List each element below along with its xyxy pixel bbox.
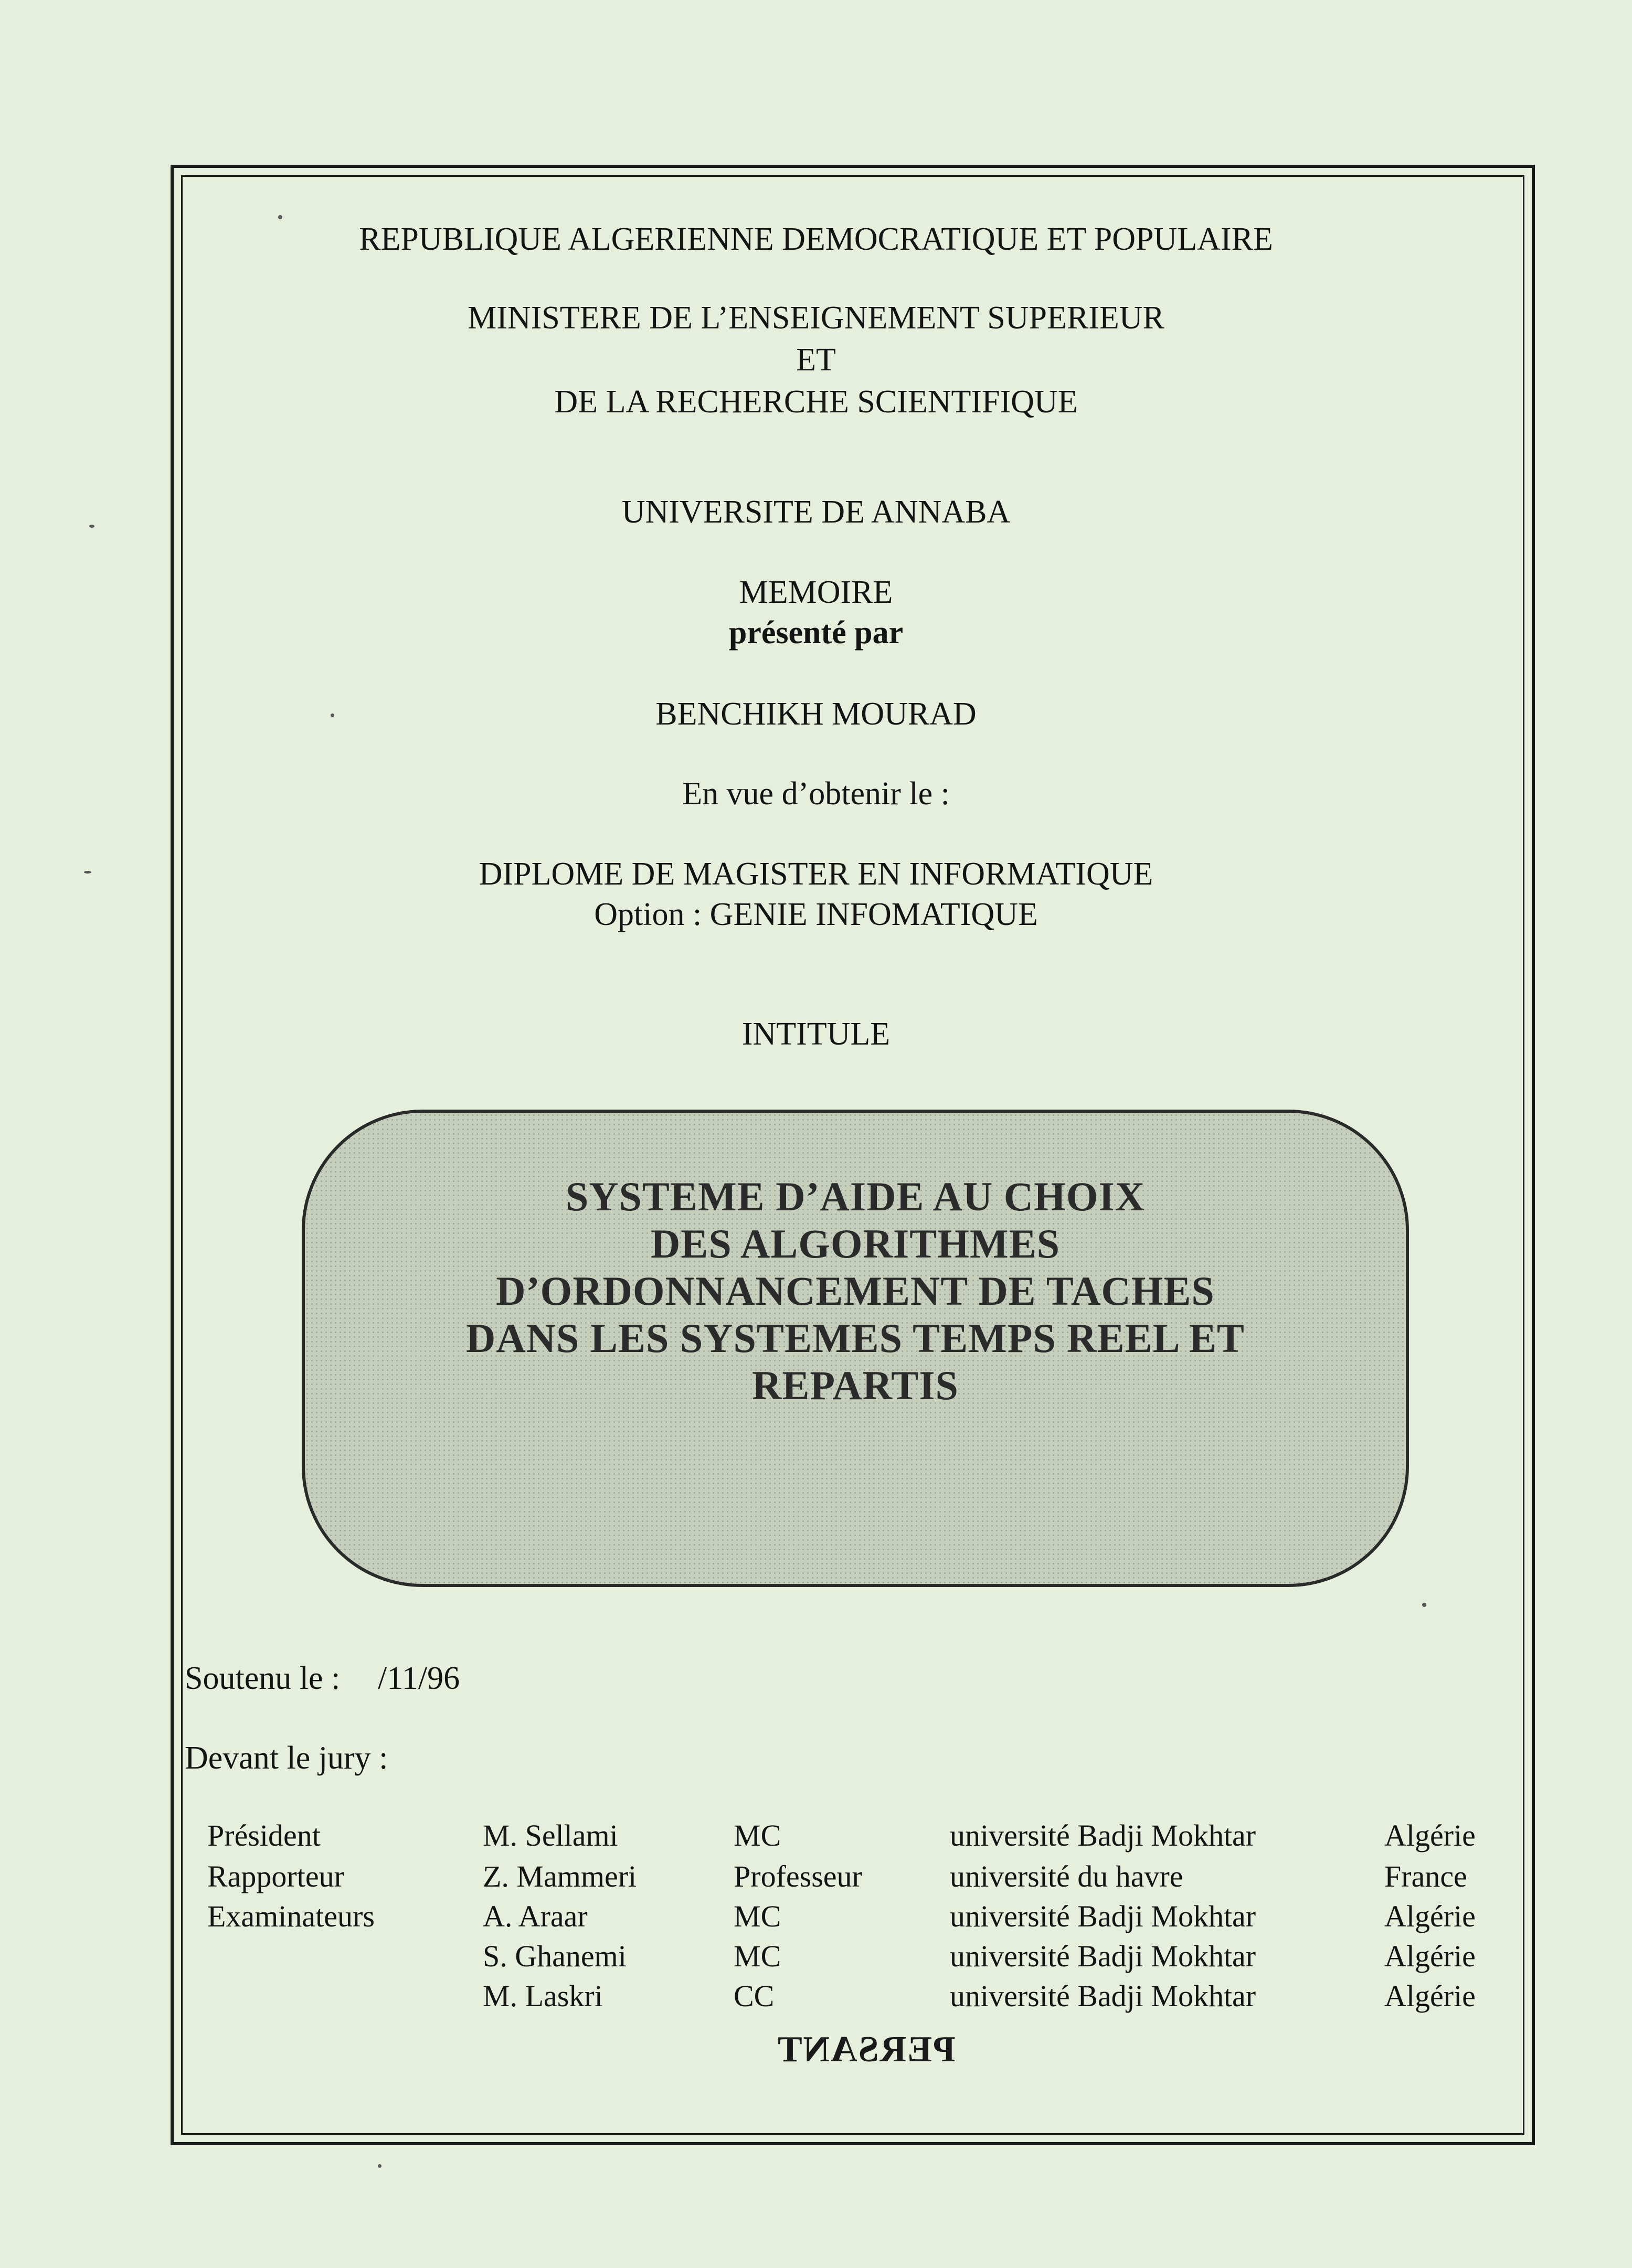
- jury-grade: Professeur: [734, 1859, 862, 1893]
- intitule-label: INTITULE: [741, 1016, 891, 1052]
- jury-grade: CC: [734, 1979, 775, 2013]
- defense-date-label: Soutenu le :: [185, 1660, 341, 1696]
- diploma-option: Option : GENIE INFOMATIQUE: [594, 897, 1038, 932]
- ministry-line-2: ET: [796, 342, 836, 378]
- jury-country: France: [1384, 1859, 1467, 1893]
- ministry-line-3: DE LA RECHERCHE SCIENTIFIQUE: [554, 384, 1078, 420]
- presented-by: présenté par: [728, 615, 904, 651]
- republic-heading: REPUBLIQUE ALGERIENNE DEMOCRATIQUE ET POPULAIRE: [359, 221, 1273, 257]
- defense-date-value: /11/96: [378, 1660, 460, 1696]
- jury-row: [0, 1820, 1632, 1857]
- scan-speck: [331, 714, 334, 717]
- thesis-title-box: [302, 1110, 1409, 1587]
- jury-country: Algérie: [1384, 1818, 1476, 1852]
- scan-speck: [84, 871, 91, 874]
- jury-row: [0, 1981, 1632, 2018]
- jury-role: Examinateurs: [207, 1899, 375, 1933]
- jury-name: Z. Mammeri: [483, 1859, 637, 1893]
- jury-label: Devant le jury :: [185, 1740, 388, 1776]
- university-name: UNIVERSITE DE ANNABA: [621, 494, 1011, 530]
- jury-grade: MC: [734, 1939, 781, 1973]
- jury-name: M. Laskri: [483, 1979, 603, 2013]
- title-line-3: D’ORDONNANCEMENT DE TACHES: [496, 1268, 1215, 1314]
- diploma-name: DIPLOME DE MAGISTER EN INFORMATIQUE: [479, 856, 1153, 892]
- jury-row: [0, 1901, 1632, 1938]
- scan-speck: [1422, 1603, 1426, 1607]
- ministry-line-1: MINISTERE DE L’ENSEIGNEMENT SUPERIEUR: [468, 300, 1164, 336]
- title-line-4: DANS LES SYSTEMES TEMPS REEL ET: [466, 1315, 1245, 1361]
- jury-country: Algérie: [1384, 1939, 1476, 1973]
- jury-university: université du havre: [950, 1859, 1183, 1893]
- title-line-1: SYSTEME D’AIDE AU CHOIX: [565, 1174, 1146, 1219]
- jury-role: Président: [207, 1818, 321, 1852]
- jury-name: M. Sellami: [483, 1818, 618, 1852]
- scan-speck: [278, 215, 282, 219]
- jury-country: Algérie: [1384, 1979, 1476, 2013]
- jury-row: [0, 1941, 1632, 1978]
- jury-university: université Badji Mokhtar: [950, 1979, 1256, 2013]
- title-line-5: REPARTIS: [752, 1362, 959, 1408]
- jury-university: université Badji Mokhtar: [950, 1899, 1256, 1933]
- jury-university: université Badji Mokhtar: [950, 1939, 1256, 1973]
- jury-grade: MC: [734, 1899, 781, 1933]
- scan-speck: [378, 2164, 381, 2168]
- jury-university: université Badji Mokhtar: [950, 1818, 1256, 1852]
- jury-country: Algérie: [1384, 1899, 1476, 1933]
- jury-row: [0, 1861, 1632, 1898]
- mirrored-stamp: PERSANT: [777, 2029, 956, 2070]
- memoire-label: MEMOIRE: [739, 574, 893, 610]
- jury-name: A. Araar: [483, 1899, 588, 1933]
- title-line-2: DES ALGORITHMES: [650, 1221, 1061, 1266]
- jury-grade: MC: [734, 1818, 781, 1852]
- in-view-of: En vue d’obtenir le :: [682, 776, 950, 812]
- author-name: BENCHIKH MOURAD: [655, 696, 977, 732]
- jury-name: S. Ghanemi: [483, 1939, 627, 1973]
- jury-role: Rapporteur: [207, 1859, 344, 1893]
- thesis-title: [305, 1173, 1406, 1409]
- scan-speck: [89, 525, 94, 528]
